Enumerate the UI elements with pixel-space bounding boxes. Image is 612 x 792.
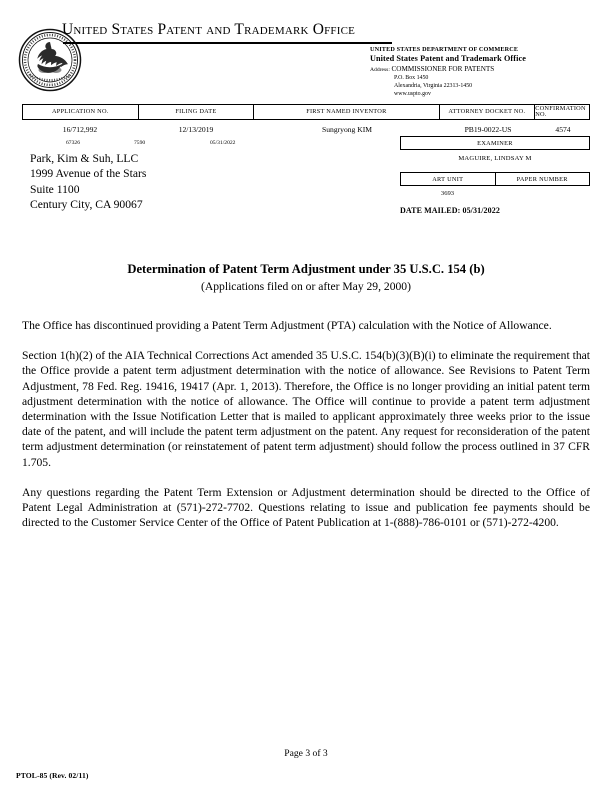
correspondence-code: 7590	[134, 140, 146, 146]
value-first-named-inventor: Sungryong KIM	[322, 125, 372, 134]
paragraph-3: Any questions regarding the Patent Term Extension or Adjustment determination should be directed to the Office of Patent Legal Administration at (571)-272-7702. Questions relating to issue and publication fee payments should be directed to the Customer Service Center of the Office of Patent Publication at 1-(888)-786-0101 or (571)-272-4200.	[22, 485, 590, 530]
correspondent-city-state-zip: Century City, CA 90067	[30, 198, 143, 212]
header-application-no: APPLICATION NO.	[23, 105, 139, 119]
correspondence-date: 05/31/2022	[210, 140, 236, 146]
value-attorney-docket-no: PB19-0022-US	[464, 125, 512, 134]
correspondent-lines	[30, 151, 330, 213]
address-line-1: P.O. Box 1450	[394, 74, 429, 81]
agency-name: United States Patent and Trademark Office	[370, 53, 526, 63]
date-mailed: DATE MAILED: 05/31/2022	[400, 206, 500, 215]
correspondent-name: Park, Kim & Suh, LLC	[30, 152, 139, 165]
document-subtitle: (Applications filed on or after May 29, 2000)	[201, 280, 411, 293]
value-confirmation-no: 4574	[555, 125, 571, 134]
address-label: Address:	[370, 66, 390, 73]
correspondent-suite: Suite 1100	[30, 182, 80, 196]
value-paper-number	[495, 190, 590, 197]
address-website: www.uspto.gov	[394, 91, 431, 98]
paragraph-2: Section 1(h)(2) of the AIA Technical Corrections Act amended 35 U.S.C. 154(b)(3)(B)(i) to eliminate the requirement that the Office provide a patent term adjustment determination with the notice of allowance. See Revisions to Patent Term Adjustment, 78 Fed. Reg. 19416, 19417 (Apr. 1, 2013). Therefore, the Office is no longer providing an initial patent term adjustment determination with the notice of allowance. The Office will continue to provide a patent term adjustment determination with the Issue Notification Letter that is mailed to applicant approximately three weeks prior to the issue date of the patent, and will include the patent term adjustment on the patent. Any request for reconsideration of the patent term adjustment determination (or reinstatement of patent term adjustment) should follow the process outlined in 37 CFR 1.705.	[22, 349, 590, 469]
title-divider	[63, 42, 392, 44]
form-identifier: PTOL-85 (Rev. 02/11)	[16, 771, 89, 780]
address-row	[370, 65, 605, 74]
department-name: UNITED STATES DEPARTMENT OF COMMERCE	[370, 46, 519, 53]
header-filing-date: FILING DATE	[139, 105, 255, 119]
value-filing-date: 12/13/2019	[178, 125, 214, 134]
examiner-name: MAGUIRE, LINDSAY M	[458, 155, 532, 162]
correspondence-meta	[30, 140, 330, 150]
application-info-table	[22, 104, 590, 134]
address-line-2: Alexandria, Virginia 22313-1450	[394, 82, 473, 89]
department-address-block	[370, 46, 605, 99]
art-unit-value-row	[400, 190, 590, 197]
document-title: Determination of Patent Term Adjustment under 35 U.S.C. 154 (b)	[127, 262, 485, 276]
correspondent-street: 1999 Avenue of the Stars	[30, 167, 147, 181]
table-value-row	[22, 125, 590, 134]
page-title: United States Patent and Trademark Office	[62, 21, 356, 38]
header-confirmation-no: CONFIRMATION NO.	[535, 104, 586, 118]
header-paper-number: PAPER NUMBER	[516, 175, 568, 183]
masthead	[0, 18, 612, 98]
value-application-no: 16/712,992	[62, 125, 98, 134]
document-body	[22, 318, 590, 545]
correspondence-address-block	[30, 140, 330, 213]
page-number: Page 3 of 3	[284, 748, 328, 759]
value-art-unit: 3693	[440, 190, 455, 197]
header-first-named-inventor: FIRST NAMED INVENTOR	[254, 105, 439, 119]
address-recipient: COMMISSIONER FOR PATENTS	[391, 64, 495, 73]
examiner-header-box: EXAMINER	[400, 136, 590, 150]
paragraph-1: The Office has discontinued providing a Patent Term Adjustment (PTA) calculation with the Notice of Allowance.	[22, 319, 552, 332]
header-art-unit: ART UNIT	[401, 173, 496, 185]
header-attorney-docket-no: ATTORNEY DOCKET NO.	[440, 105, 536, 119]
art-unit-header-row	[400, 172, 590, 186]
table-header-row	[22, 104, 590, 120]
customer-number: 67326	[66, 140, 80, 146]
